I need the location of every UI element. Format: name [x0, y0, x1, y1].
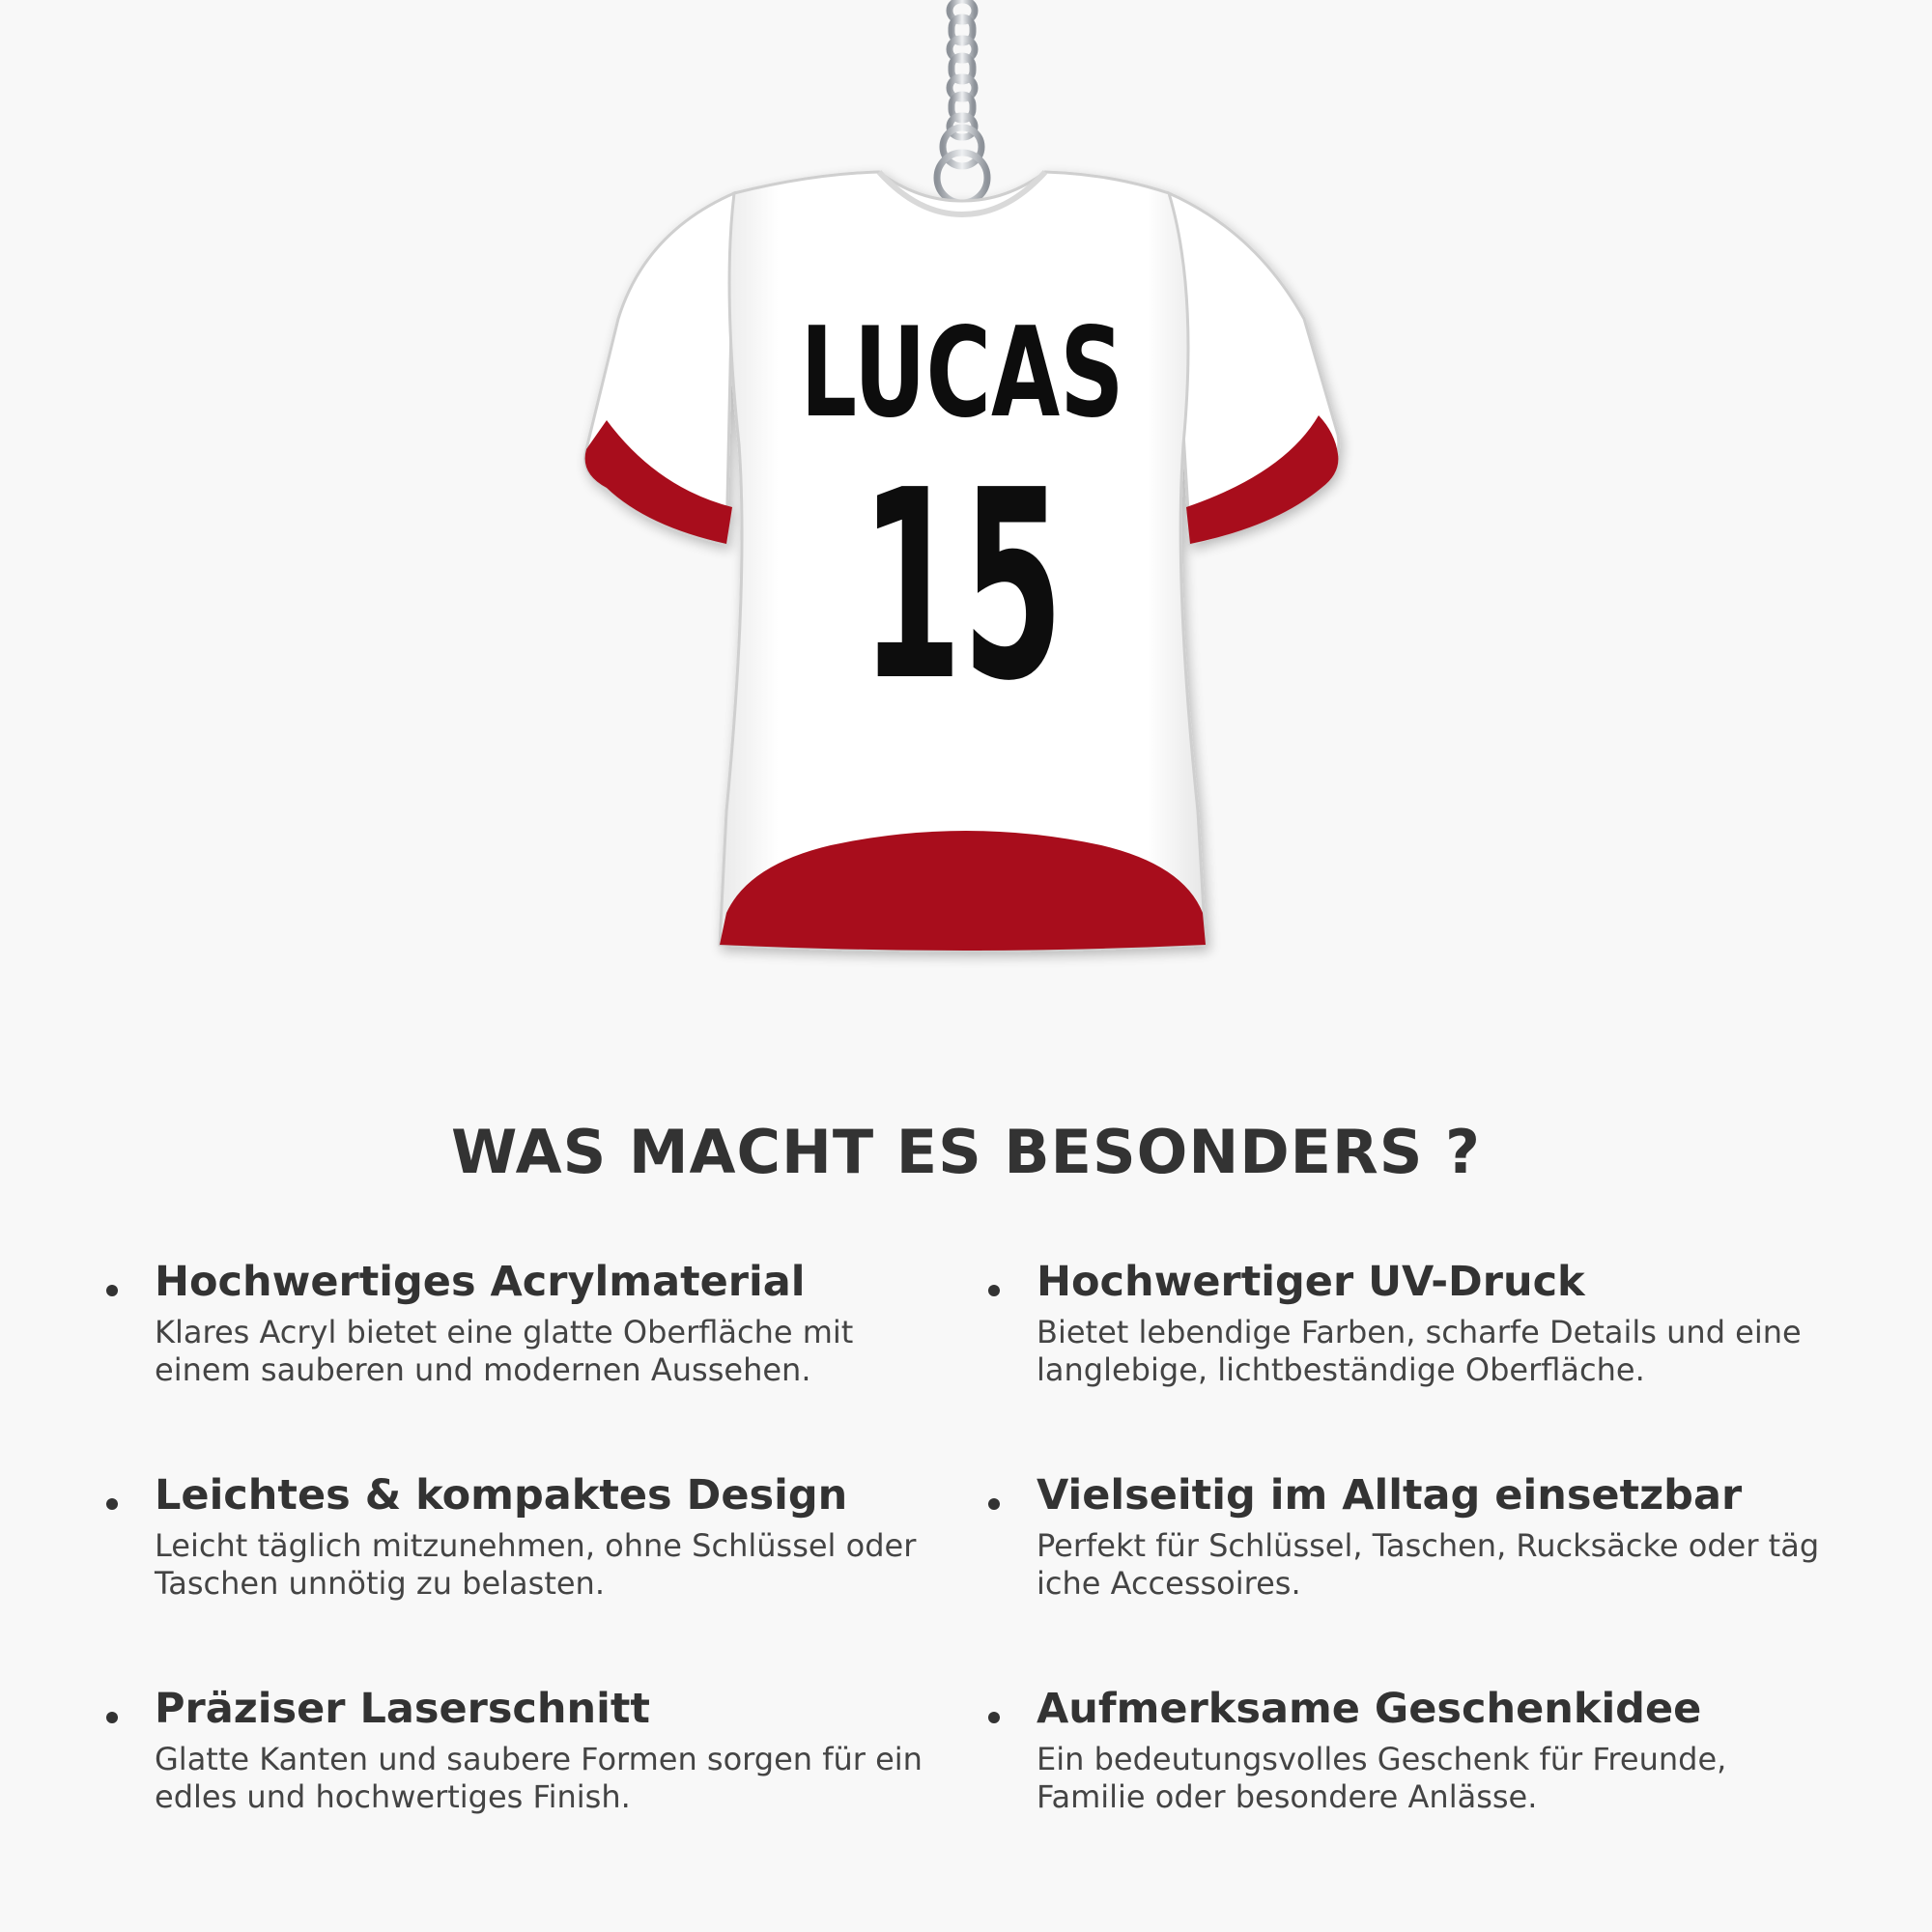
feature-text: Klares Acryl bietet eine glatte Oberfläche mit einem sauberen und modernen Aussehen. [155, 1314, 854, 1388]
feature-title: Hochwertiger UV-Druck [1037, 1258, 1585, 1306]
bullet-icon [106, 1285, 118, 1296]
feature-text: Leicht täglich mitzunehmen, ohne Schlüssel oder Taschen unnötig zu belasten. [155, 1527, 917, 1602]
feature-item [988, 1256, 1864, 1469]
feature-title: Hochwertiges Acrylmaterial [155, 1258, 806, 1306]
feature-text: Glatte Kanten und saubere Formen sorgen für ein edles und hochwertiges Finish. [155, 1741, 923, 1815]
jersey-name-print: LUCAS [800, 301, 1124, 445]
feature-list [106, 1256, 1864, 1896]
feature-item [106, 1469, 988, 1683]
feature-title: Aufmerksame Geschenkidee [1037, 1685, 1702, 1733]
jersey-keychain [585, 172, 1339, 951]
bullet-icon [106, 1712, 118, 1723]
bullet-icon [988, 1498, 1000, 1510]
feature-title: Vielseitig im Alltag einsetzbar [1037, 1471, 1743, 1520]
feature-item [106, 1683, 988, 1896]
bullet-icon [988, 1285, 1000, 1296]
feature-text: Perfekt für Schlüssel, Taschen, Rucksäcke oder täg iche Accessoires. [1037, 1527, 1820, 1602]
bullet-icon [106, 1498, 118, 1510]
feature-title: Präziser Laserschnitt [155, 1685, 650, 1733]
feature-item [988, 1469, 1864, 1683]
feature-item [988, 1683, 1864, 1896]
feature-title: Leichtes & kompaktes Design [155, 1471, 848, 1520]
feature-text: Bietet lebendige Farben, scharfe Details und eine langlebige, lichtbeständige Oberfläche. [1037, 1314, 1802, 1388]
feature-text: Ein bedeutungsvolles Geschenk für Freunde, Familie oder besondere Anlässe. [1037, 1741, 1727, 1815]
keyring-large [937, 153, 987, 203]
keychain-chain [950, 0, 975, 137]
bullet-icon [988, 1712, 1000, 1723]
feature-item [106, 1256, 988, 1469]
page-headline: WAS MACHT ES BESONDERS ? [451, 1117, 1481, 1187]
jersey-number-print: 15 [861, 434, 1064, 738]
